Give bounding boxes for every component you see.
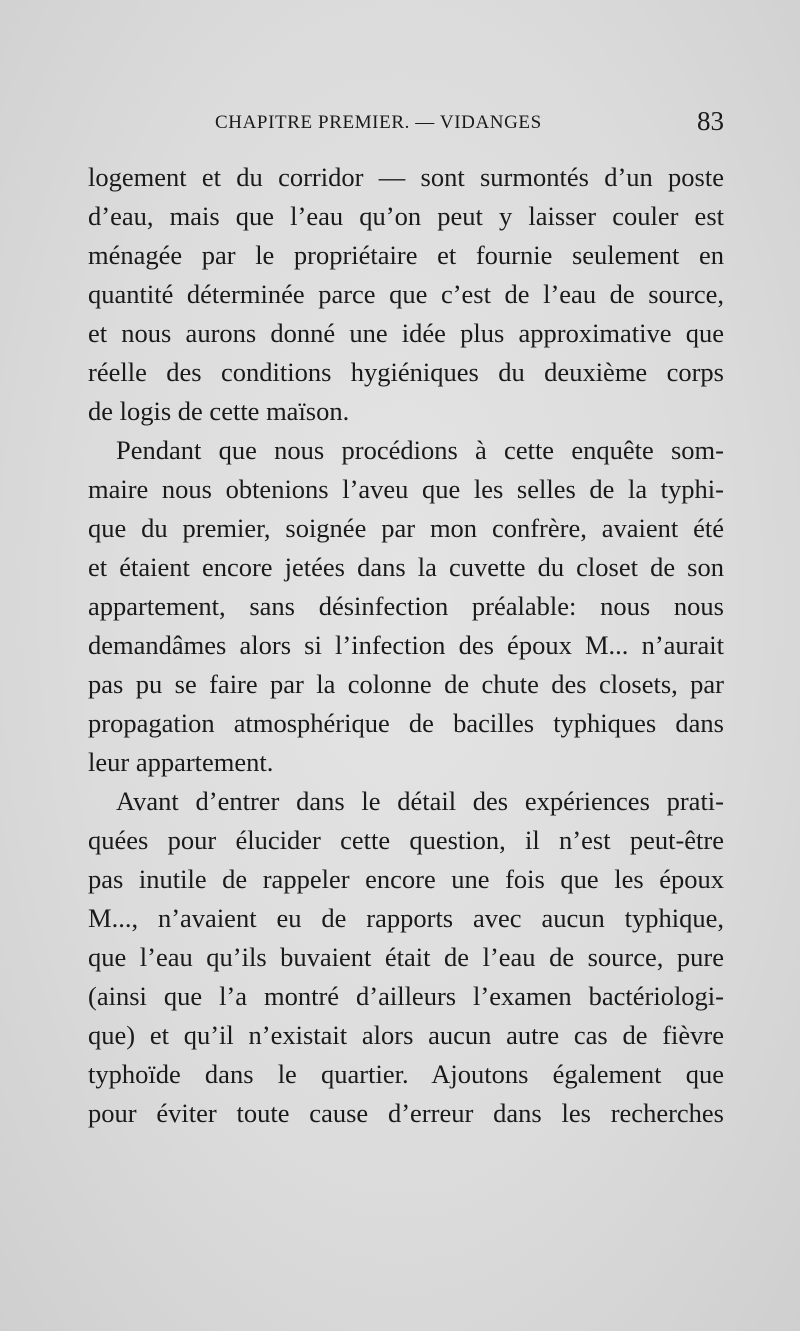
page-header	[88, 108, 724, 142]
text-line: quantité déterminée parce que c’est de l’eau de source,	[88, 279, 724, 309]
text-line: leur appartement.	[88, 747, 274, 777]
text-line: logement et du corridor — sont surmontés d’un poste	[88, 162, 724, 192]
text-line: et nous aurons donné une idée plus approximative que	[88, 318, 724, 348]
text-line: que) et qu’il n’existait alors aucun autre cas de fièvre	[88, 1020, 724, 1050]
text-line: M..., n’avaient eu de rapports avec aucun typhique,	[88, 903, 724, 933]
text-line: que du premier, soignée par mon confrère, avaient été	[88, 513, 724, 543]
text-line: ménagée par le propriétaire et fournie seulement en	[88, 240, 724, 270]
text-line: pas inutile de rappeler encore une fois que les époux	[88, 864, 724, 894]
text-line: d’eau, mais que l’eau qu’on peut y laisser couler est	[88, 201, 724, 231]
text-line: appartement, sans désinfection préalable: nous nous	[88, 591, 724, 621]
page-number: 83	[697, 106, 724, 136]
text-line: propagation atmosphérique de bacilles typhiques dans	[88, 708, 724, 738]
text-line: maire nous obtenions l’aveu que les selles de la typhi-	[88, 474, 724, 504]
body-text	[88, 158, 724, 1133]
paragraph-start-line: Pendant que nous procédions à cette enquête som-	[116, 435, 724, 465]
text-line: réelle des conditions hygiéniques du deuxième corps	[88, 357, 724, 387]
text-line: pour éviter toute cause d’erreur dans les recherches	[88, 1098, 724, 1128]
text-line: que l’eau qu’ils buvaient était de l’eau de source, pure	[88, 942, 724, 972]
text-line: et étaient encore jetées dans la cuvette du closet de son	[88, 552, 724, 582]
paragraph-start-line: Avant d’entrer dans le détail des expériences prati-	[116, 786, 724, 816]
running-head: CHAPITRE PREMIER. — VIDANGES	[215, 112, 542, 133]
text-line: de logis de cette maïson.	[88, 396, 350, 426]
text-line: (ainsi que l’a montré d’ailleurs l’examen bactériologi-	[88, 981, 724, 1011]
text-line: pas pu se faire par la colonne de chute des closets, par	[88, 669, 724, 699]
text-line: demandâmes alors si l’infection des époux M... n’aurait	[88, 630, 724, 660]
text-line: quées pour élucider cette question, il n’est peut-être	[88, 825, 724, 855]
text-line: typhoïde dans le quartier. Ajoutons également que	[88, 1059, 724, 1089]
